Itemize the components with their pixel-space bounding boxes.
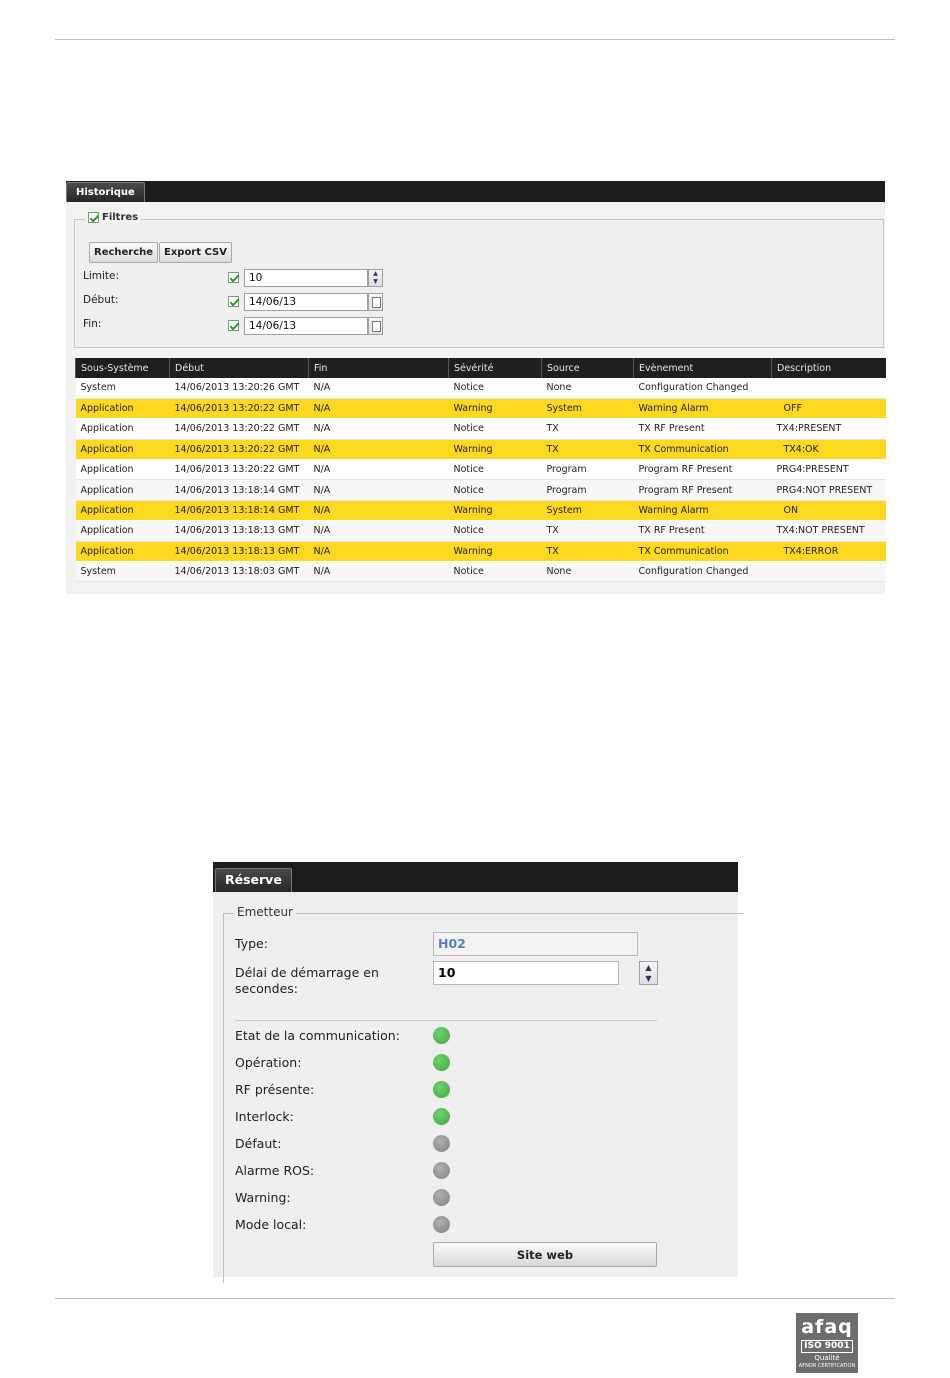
filters-checkbox[interactable] <box>88 212 99 223</box>
status-led-icon <box>433 1162 450 1179</box>
status-label: Alarme ROS: <box>235 1163 315 1178</box>
table-cell: Warning <box>449 398 542 418</box>
status-label: Warning: <box>235 1190 291 1205</box>
table-cell: N/A <box>309 541 449 561</box>
table-cell: N/A <box>309 480 449 500</box>
column-header[interactable]: Source <box>542 358 634 378</box>
table-cell: N/A <box>309 521 449 541</box>
table-cell: Application <box>76 541 170 561</box>
website-button[interactable]: Site web <box>433 1242 657 1267</box>
table-cell: 14/06/2013 13:20:22 GMT <box>170 398 309 418</box>
table-cell: N/A <box>309 460 449 480</box>
bottom-rule <box>55 1298 895 1299</box>
limit-label: Limite: <box>83 270 120 282</box>
stepper-down-icon[interactable]: ▼ <box>373 278 378 285</box>
table-cell: 14/06/2013 13:20:22 GMT <box>170 460 309 480</box>
status-led-icon <box>433 1108 450 1125</box>
logo-brand: afaq <box>801 1316 853 1338</box>
table-cell: Warning Alarm <box>634 500 772 520</box>
table-cell: Application <box>76 460 170 480</box>
table-cell: Configuration Changed <box>634 562 772 582</box>
table-cell: N/A <box>309 562 449 582</box>
stepper-down-icon[interactable]: ▼ <box>645 974 652 983</box>
table-cell: TX <box>542 439 634 459</box>
status-label: Mode local: <box>235 1217 307 1232</box>
end-label: Fin: <box>83 318 102 330</box>
historique-tabbar <box>66 181 885 202</box>
historique-panel <box>66 181 885 594</box>
limit-input[interactable]: 10 <box>244 269 368 287</box>
table-cell: N/A <box>309 419 449 439</box>
table-cell: System <box>76 378 170 398</box>
column-header[interactable]: Début <box>170 358 309 378</box>
table-cell: TX4:ERROR <box>772 541 886 561</box>
logo-certification: AFNOR CERTIFICATION <box>798 1363 856 1369</box>
end-checkbox[interactable] <box>228 320 239 331</box>
start-delay-label <box>235 965 379 997</box>
filters-legend-label: Filtres <box>102 212 139 223</box>
table-cell: Application <box>76 521 170 541</box>
table-cell: Program RF Present <box>634 480 772 500</box>
afaq-iso-logo <box>796 1313 858 1373</box>
filters-legend[interactable] <box>85 212 141 223</box>
history-table <box>75 358 886 582</box>
table-row[interactable] <box>76 398 886 418</box>
table-cell: N/A <box>309 398 449 418</box>
table-cell: 14/06/2013 13:18:14 GMT <box>170 480 309 500</box>
table-cell: N/A <box>309 378 449 398</box>
table-cell: None <box>542 378 634 398</box>
table-cell: Notice <box>449 521 542 541</box>
table-cell: Application <box>76 419 170 439</box>
table-cell: 14/06/2013 13:18:13 GMT <box>170 521 309 541</box>
table-cell: Application <box>76 439 170 459</box>
table-cell: TX4:NOT PRESENT <box>772 521 886 541</box>
table-cell: Warning <box>449 541 542 561</box>
table-cell: Notice <box>449 562 542 582</box>
table-cell: TX4:OK <box>772 439 886 459</box>
table-cell: 14/06/2013 13:18:14 GMT <box>170 500 309 520</box>
limit-stepper[interactable] <box>368 269 383 287</box>
filters-group <box>74 212 884 348</box>
start-delay-label-line1: Délai de démarrage en <box>235 965 379 980</box>
table-cell: 14/06/2013 13:20:22 GMT <box>170 419 309 439</box>
column-header[interactable]: Sévérité <box>449 358 542 378</box>
table-cell: TX4:PRESENT <box>772 419 886 439</box>
status-label: Défaut: <box>235 1136 282 1151</box>
table-cell: Notice <box>449 378 542 398</box>
table-cell: TX RF Present <box>634 521 772 541</box>
table-cell: Program RF Present <box>634 460 772 480</box>
status-led-icon <box>433 1189 450 1206</box>
table-cell: 14/06/2013 13:20:26 GMT <box>170 378 309 398</box>
table-cell <box>772 562 886 582</box>
table-cell: Notice <box>449 419 542 439</box>
table-cell: Program <box>542 460 634 480</box>
status-label: Etat de la communication: <box>235 1028 400 1043</box>
status-led-icon <box>433 1216 450 1233</box>
end-date-input[interactable]: 14/06/13 <box>244 317 368 335</box>
table-cell: System <box>542 500 634 520</box>
table-row[interactable] <box>76 460 886 480</box>
table-row[interactable] <box>76 480 886 500</box>
table-cell: Configuration Changed <box>634 378 772 398</box>
search-button[interactable]: Recherche <box>89 242 158 263</box>
calendar-icon[interactable] <box>368 317 383 335</box>
table-cell: Program <box>542 480 634 500</box>
export-csv-button[interactable]: Export CSV <box>159 242 232 263</box>
start-delay-stepper[interactable] <box>639 961 658 985</box>
table-row[interactable] <box>76 378 886 398</box>
table-cell: PRG4:PRESENT <box>772 460 886 480</box>
type-label: Type: <box>235 936 268 951</box>
table-cell: TX Communication <box>634 439 772 459</box>
table-cell: Application <box>76 398 170 418</box>
separator <box>235 1020 657 1021</box>
table-row[interactable] <box>76 521 886 541</box>
type-field: H02 <box>433 932 638 956</box>
table-cell: System <box>542 398 634 418</box>
top-rule <box>55 39 895 40</box>
start-delay-label-line2: secondes: <box>235 981 298 996</box>
table-cell: N/A <box>309 500 449 520</box>
status-label: Opération: <box>235 1055 302 1070</box>
table-cell: 14/06/2013 13:18:13 GMT <box>170 541 309 561</box>
start-date-input[interactable]: 14/06/13 <box>244 293 368 311</box>
table-cell: 14/06/2013 13:18:03 GMT <box>170 562 309 582</box>
status-led-icon <box>433 1054 450 1071</box>
table-cell: System <box>76 562 170 582</box>
table-header-row <box>76 358 886 378</box>
start-checkbox[interactable] <box>228 296 239 307</box>
status-label: Interlock: <box>235 1109 294 1124</box>
table-cell: TX <box>542 419 634 439</box>
reserve-tabbar <box>213 862 738 892</box>
table-row[interactable] <box>76 439 886 459</box>
table-cell: 14/06/2013 13:20:22 GMT <box>170 439 309 459</box>
table-row[interactable] <box>76 562 886 582</box>
table-cell: PRG4:NOT PRESENT <box>772 480 886 500</box>
table-row[interactable] <box>76 541 886 561</box>
status-led-icon <box>433 1081 450 1098</box>
table-cell: None <box>542 562 634 582</box>
table-cell: Warning <box>449 439 542 459</box>
start-delay-input[interactable]: 10 <box>433 961 619 985</box>
table-cell: TX <box>542 541 634 561</box>
table-cell: Notice <box>449 460 542 480</box>
table-cell: TX Communication <box>634 541 772 561</box>
table-cell: N/A <box>309 439 449 459</box>
column-header[interactable]: Sous-Système <box>76 358 170 378</box>
table-cell: Warning <box>449 500 542 520</box>
column-header[interactable]: Fin <box>309 358 449 378</box>
table-cell <box>772 378 886 398</box>
table-cell: TX RF Present <box>634 419 772 439</box>
limit-checkbox[interactable] <box>228 272 239 283</box>
column-header[interactable]: Evènement <box>634 358 772 378</box>
tab-reserve[interactable]: Réserve <box>215 868 292 892</box>
stepper-up-icon[interactable]: ▲ <box>645 963 652 972</box>
logo-iso: ISO 9001 <box>801 1340 853 1353</box>
stepper-up-icon[interactable]: ▲ <box>373 270 378 277</box>
table-cell: Notice <box>449 480 542 500</box>
table-cell: TX <box>542 521 634 541</box>
column-header[interactable]: Description <box>772 358 886 378</box>
reserve-panel <box>213 862 738 1277</box>
tab-historique[interactable]: Historique <box>66 182 145 202</box>
emitter-legend: Emetteur <box>234 905 296 919</box>
logo-quality: Qualité <box>814 1354 840 1362</box>
table-row[interactable] <box>76 419 886 439</box>
table-row[interactable] <box>76 500 886 520</box>
table-cell: ON <box>772 500 886 520</box>
table-cell: Application <box>76 500 170 520</box>
table-cell: Application <box>76 480 170 500</box>
table-cell: OFF <box>772 398 886 418</box>
calendar-icon[interactable] <box>368 293 383 311</box>
status-led-icon <box>433 1027 450 1044</box>
start-label: Début: <box>83 294 119 306</box>
status-led-icon <box>433 1135 450 1152</box>
status-label: RF présente: <box>235 1082 315 1097</box>
table-cell: Warning Alarm <box>634 398 772 418</box>
